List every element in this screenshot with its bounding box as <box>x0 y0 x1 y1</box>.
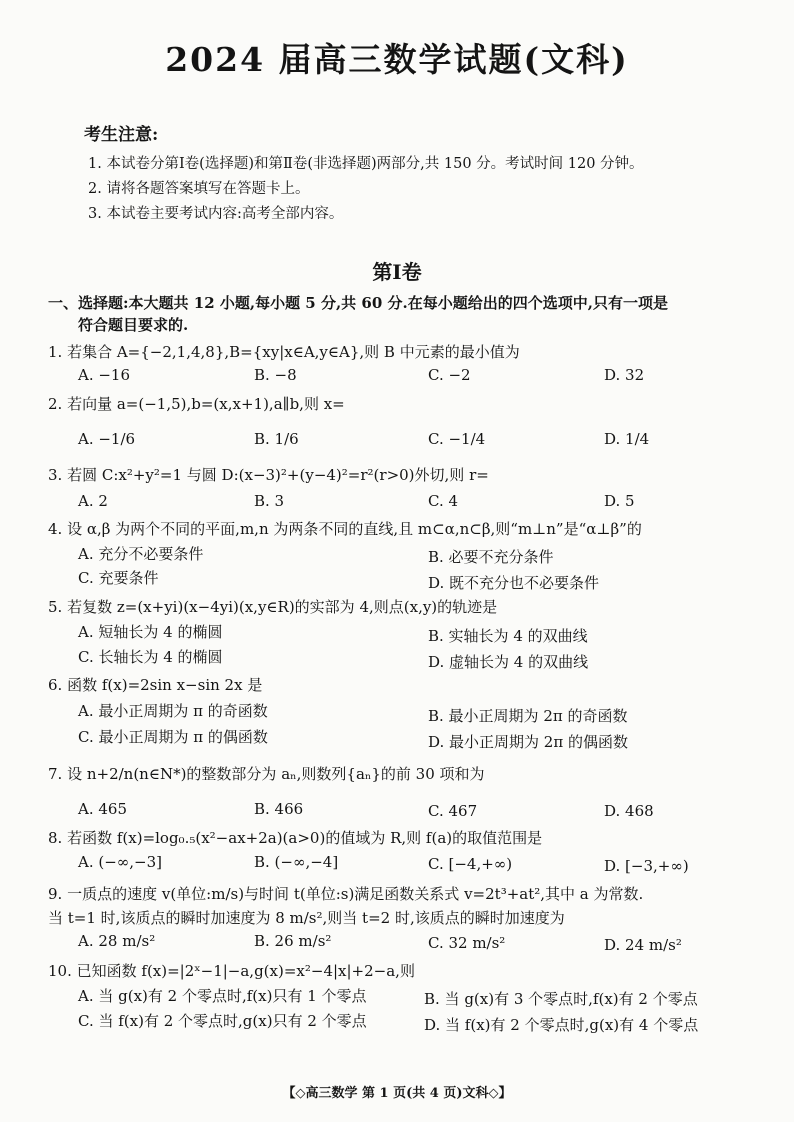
page-title: 2024 届高三数学试题(文科) <box>165 40 629 79</box>
page-footer: 【◇高三数学 第 1 页(共 4 页)文科◇】 <box>282 1086 512 1101</box>
notice-item: 3. 本试卷主要考试内容:高考全部内容。 <box>88 206 344 222</box>
q6-option-d: D. 最小正周期为 2π 的偶函数 <box>428 733 628 751</box>
question-8: 8. 若函数 f(x)=log₀.₅(x²−ax+2a)(a>0)的值域为 R,则 f(a)的取值范围是 <box>48 829 543 847</box>
question-3: 3. 若圆 C:x²+y²=1 与圆 D:(x−3)²+(y−4)²=r²(r>0)外切,则 r= <box>48 466 489 484</box>
q3-option-b: B. 3 <box>254 492 285 510</box>
question-9: 9. 一质点的速度 v(单位:m/s)与时间 t(单位:s)满足函数关系式 v=2t³+at²,其中 a 为常数. <box>48 885 644 903</box>
q1-option-d: D. 32 <box>604 366 645 384</box>
q6-option-c: C. 最小正周期为 π 的偶函数 <box>78 728 268 746</box>
question-4: 4. 设 α,β 为两个不同的平面,m,n 为两条不同的直线,且 m⊂α,n⊂β,则“m⊥n”是“α⊥β”的 <box>48 520 642 538</box>
q7-option-d: D. 468 <box>604 802 654 820</box>
q4-option-a: A. 充分不必要条件 <box>78 545 204 563</box>
q7-option-c: C. 467 <box>428 802 478 820</box>
question-6: 6. 函数 f(x)=2sin x−sin 2x 是 <box>48 676 263 694</box>
q9-option-c: C. 32 m/s² <box>428 934 506 952</box>
question-10: 10. 已知函数 f(x)=|2ˣ−1|−a,g(x)=x²−4|x|+2−a,则 <box>48 962 415 980</box>
q2-option-c: C. −1/4 <box>428 430 486 448</box>
q4-option-c: C. 充要条件 <box>78 569 159 587</box>
section-heading-cont: 符合题目要求的. <box>78 316 189 334</box>
q5-option-b: B. 实轴长为 4 的双曲线 <box>428 627 588 645</box>
question-1: 1. 若集合 A={−2,1,4,8},B={xy|x∈A,y∈A},则 B 中元素的最小值为 <box>48 343 520 361</box>
q8-option-c: C. [−4,+∞) <box>428 855 513 873</box>
q6-option-a: A. 最小正周期为 π 的奇函数 <box>78 702 268 720</box>
q2-option-b: B. 1/6 <box>254 430 299 448</box>
q8-option-b: B. (−∞,−4] <box>254 853 339 871</box>
section-heading: 一、选择题:本大题共 12 小题,每小题 5 分,共 60 分.在每小题给出的四个选项中,只有一项是 <box>48 294 668 312</box>
q10-option-d: D. 当 f(x)有 2 个零点时,g(x)有 4 个零点 <box>424 1016 699 1034</box>
q9-option-b: B. 26 m/s² <box>254 932 332 950</box>
q8-option-a: A. (−∞,−3] <box>78 853 163 871</box>
q7-option-a: A. 465 <box>78 800 127 818</box>
q10-option-a: A. 当 g(x)有 2 个零点时,f(x)只有 1 个零点 <box>78 987 367 1005</box>
question-2: 2. 若向量 a=(−1,5),b=(x,x+1),a∥b,则 x= <box>48 395 345 413</box>
question-7: 7. 设 n+2/n(n∈N*)的整数部分为 aₙ,则数列{aₙ}的前 30 项和为 <box>48 765 485 783</box>
q9-option-d: D. 24 m/s² <box>604 936 682 954</box>
q5-option-c: C. 长轴长为 4 的椭圆 <box>78 648 223 666</box>
q2-option-a: A. −1/6 <box>78 430 136 448</box>
q3-option-c: C. 4 <box>428 492 459 510</box>
q5-option-d: D. 虚轴长为 4 的双曲线 <box>428 653 589 671</box>
q3-option-a: A. 2 <box>78 492 108 510</box>
volume-title: 第Ⅰ卷 <box>372 260 422 284</box>
q4-option-d: D. 既不充分也不必要条件 <box>428 574 600 592</box>
q9-option-a: A. 28 m/s² <box>78 932 156 950</box>
question-9-cont: 当 t=1 时,该质点的瞬时加速度为 8 m/s²,则当 t=2 时,该质点的瞬时加速度为 <box>48 909 565 927</box>
q1-option-b: B. −8 <box>254 366 297 384</box>
q5-option-a: A. 短轴长为 4 的椭圆 <box>78 623 223 641</box>
q3-option-d: D. 5 <box>604 492 635 510</box>
notice-item: 1. 本试卷分第Ⅰ卷(选择题)和第Ⅱ卷(非选择题)两部分,共 150 分。考试时间 120 分钟。 <box>88 156 644 172</box>
notice-item: 2. 请将各题答案填写在答题卡上。 <box>88 181 310 197</box>
q1-option-c: C. −2 <box>428 366 471 384</box>
q8-option-d: D. [−3,+∞) <box>604 857 689 875</box>
q6-option-b: B. 最小正周期为 2π 的奇函数 <box>428 707 628 725</box>
q10-option-b: B. 当 g(x)有 3 个零点时,f(x)有 2 个零点 <box>424 990 698 1008</box>
q2-option-d: D. 1/4 <box>604 430 650 448</box>
q4-option-b: B. 必要不充分条件 <box>428 548 554 566</box>
question-5: 5. 若复数 z=(x+yi)(x−4yi)(x,y∈R)的实部为 4,则点(x,y)的轨迹是 <box>48 598 498 616</box>
q7-option-b: B. 466 <box>254 800 304 818</box>
q10-option-c: C. 当 f(x)有 2 个零点时,g(x)只有 2 个零点 <box>78 1012 367 1030</box>
notice-heading: 考生注意: <box>84 125 159 145</box>
q1-option-a: A. −16 <box>78 366 131 384</box>
